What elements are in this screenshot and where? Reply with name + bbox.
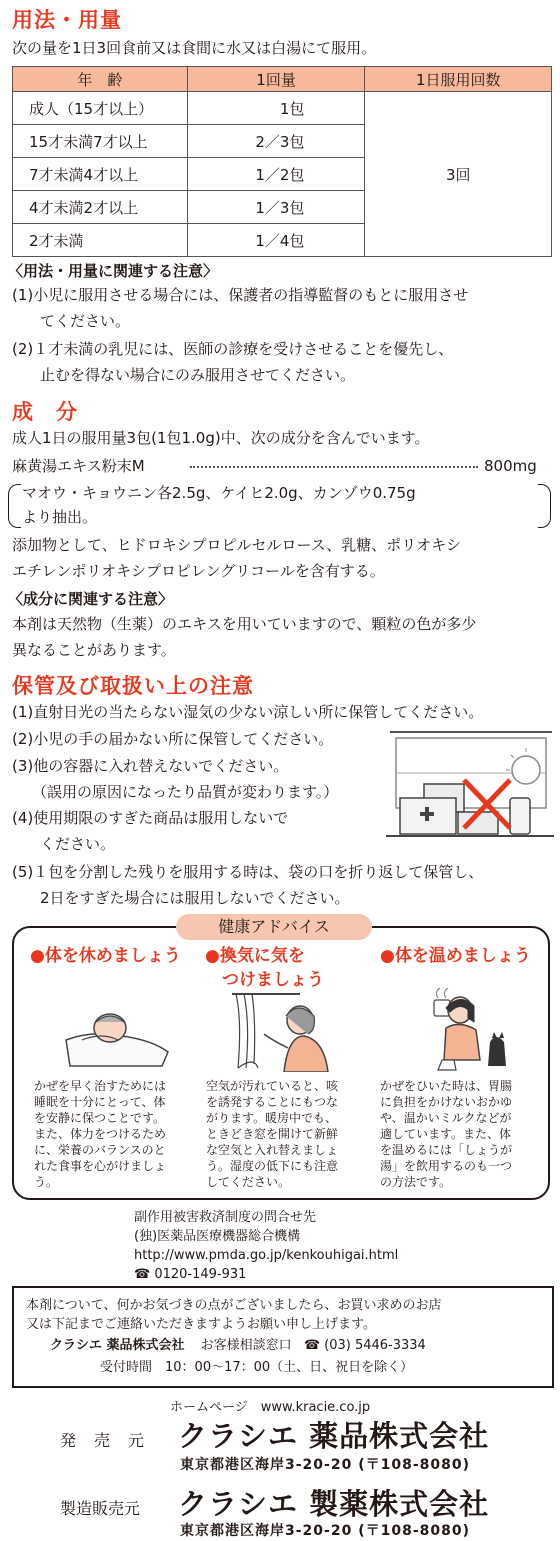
amount-cell: 1包 <box>187 92 365 125</box>
additive-line: 添加物として、ヒドロキシプロピルセルロース、乳糖、ポリオキシ <box>12 536 461 554</box>
relief-agency: (独)医薬品医療機器総合機構 <box>134 1229 301 1244</box>
ingredients-line: 成人1日の服用量3包(1包1.0g)中、次の成分を含んでいます。 <box>12 429 430 447</box>
relief-url: http://www.pmda.go.jp/kenkouhigai.html <box>134 1248 399 1263</box>
storage-line: (5)１包を分割した残りを服用する時は、袋の口を折り返して保管し、 <box>12 863 484 881</box>
relief-contact-block <box>134 1208 398 1284</box>
advice-body-ventilation: 空気が汚れていると、咳 を誘発することにもつな がります。暖房中でも、 ときどき窓を開けて新鮮 な空気と入れ替えましょ う。湿度の低下にも注意 してください。 <box>206 1079 339 1189</box>
age-cell: 7才未満4才以上 <box>13 158 188 191</box>
age-cell: 成人（15才以上） <box>13 92 188 125</box>
homepage: ホームページ www.kracie.co.jp <box>170 1400 371 1415</box>
age-cell: 4才未満2才以上 <box>13 191 188 224</box>
advice-title: 健康アドバイス <box>176 914 372 940</box>
seller-label: 発 売 元 <box>60 1431 146 1450</box>
advice-body-rest: かぜを早く治すためには 睡眠を十分にとって、体 を安静に保つことです。 また、体力をつけるため に、栄養のバランスのと れた食事を心がけましょ う。 <box>34 1079 167 1189</box>
table-row <box>13 92 552 125</box>
contact-line: 又は下記までご連絡いただきますようお願い申し上げます。 <box>26 1317 376 1332</box>
relief-phone: ☎ 0120-149-931 <box>134 1267 247 1282</box>
crude-drugs-line: より抽出。 <box>22 508 98 526</box>
dosage-notes-heading: 〈用法・用量に関連する注意〉 <box>8 262 219 280</box>
storage-line: (1)直射日光の当たらない湿気の少ない涼しい所に保管してください。 <box>12 703 484 721</box>
ingredient-note-line: 異なることがあります。 <box>12 641 176 659</box>
storage-line: (3)他の容器に入れ替えないでください。 <box>12 757 289 775</box>
extract-amount: 800mg <box>484 457 537 475</box>
dosage-heading: 用法・用量 <box>12 8 122 32</box>
maker-name: クラシエ 製薬株式会社 <box>178 1487 490 1521</box>
maker-address: 東京都港区海岸3-20-20 (〒108-8080) <box>180 1523 470 1539</box>
amount-cell: 1／4包 <box>187 224 365 257</box>
contact-message <box>26 1296 441 1334</box>
crude-drugs-line: マオウ・キョウニン各2.5g、ケイヒ2.0g、カンゾウ0.75g <box>22 484 416 502</box>
amount-cell: 1／2包 <box>187 158 365 191</box>
age-cell: 15才未満7才以上 <box>13 125 188 158</box>
leader-dots <box>190 466 478 468</box>
bracket-left <box>8 484 21 528</box>
additive-line: エチレンポリオキシプロピレングリコールを含有する。 <box>12 562 385 580</box>
storage-heading: 保管及び取扱い上の注意 <box>12 674 254 698</box>
header-age: 年 齢 <box>13 67 188 92</box>
amount-cell: 2／3包 <box>187 125 365 158</box>
ingredient-note-line: 本剤は天然物（生薬）のエキスを用いていますので、顆粒の色が多少 <box>12 615 477 633</box>
storage-line: ください。 <box>40 835 116 853</box>
header-amount: 1回量 <box>187 67 365 92</box>
age-cell: 2才未満 <box>13 224 188 257</box>
relief-title: 副作用被害救済制度の問合せ先 <box>134 1210 317 1225</box>
advice-body-warmth: かぜをひいた時は、胃腸 に負担をかけないおかゆ や、温かいミルクなどが 適しています。また、体 を温めるには「しょうが 湯」を飲用するのも一つ の方法です。 <box>380 1079 513 1189</box>
window-person-illustration <box>228 990 338 1072</box>
advice-heading-rest: ●体を休めましょう <box>30 946 181 966</box>
bracket-right <box>538 484 551 528</box>
storage-line: （誤用の原因になったり品質が変わります。） <box>32 783 339 801</box>
seller-address: 東京都港区海岸3-20-20 (〒108-8080) <box>180 1457 470 1473</box>
dosage-table <box>12 66 552 257</box>
dosage-note-line: (2)１才未満の乳児には、医師の診療を受けさせることを優先し、 <box>12 340 454 358</box>
dosage-note-line: てください。 <box>40 312 131 330</box>
contact-company: クラシエ 薬品株式会社 <box>50 1338 185 1353</box>
sleeping-person-illustration <box>62 1000 172 1070</box>
maker-label: 製造販売元 <box>60 1499 141 1518</box>
contact-hours: 受付時間 10：00～17：00（土、日、祝日を除く） <box>100 1360 414 1375</box>
storage-line: (2)小児の手の届かない所に保管してください。 <box>12 730 334 748</box>
ingredients-heading: 成 分 <box>12 400 78 424</box>
warm-drink-illustration <box>420 988 520 1072</box>
contact-company-row <box>50 1336 426 1355</box>
dosage-table-header <box>13 67 552 92</box>
advice-heading-warmth: ●体を温めましょう <box>380 946 531 966</box>
storage-illustration <box>386 728 554 846</box>
ingredient-notes-heading: 〈成分に関連する注意〉 <box>8 590 174 608</box>
times-cell: 3回 <box>365 92 552 257</box>
seller-name: クラシエ 薬品株式会社 <box>178 1419 490 1453</box>
extract-name: 麻黄湯エキス粉末M <box>12 457 145 475</box>
dosage-intro: 次の量を1日3回食前又は食間に水又は白湯にて服用。 <box>12 39 377 57</box>
storage-line: (4)使用期限のすぎた商品は服用しないで <box>12 809 289 827</box>
dosage-note-line: 止むを得ない場合にのみ服用させてください。 <box>40 366 356 384</box>
contact-phone: ☎ (03) 5446-3334 <box>303 1338 426 1353</box>
storage-line: 2日をすぎた場合には服用しないでください。 <box>40 889 350 907</box>
advice-heading-ventilation: ●換気に気を つけましょう <box>205 946 324 990</box>
dosage-note-line: (1)小児に服用させる場合には、保護者の指導監督のもとに服用させ <box>12 286 469 304</box>
amount-cell: 1／3包 <box>187 191 365 224</box>
contact-desk: お客様相談窓口 <box>200 1338 292 1353</box>
contact-line: 本剤について、何かお気づきの点がございましたら、お買い求めのお店 <box>26 1298 442 1313</box>
header-times: 1日服用回数 <box>365 67 552 92</box>
